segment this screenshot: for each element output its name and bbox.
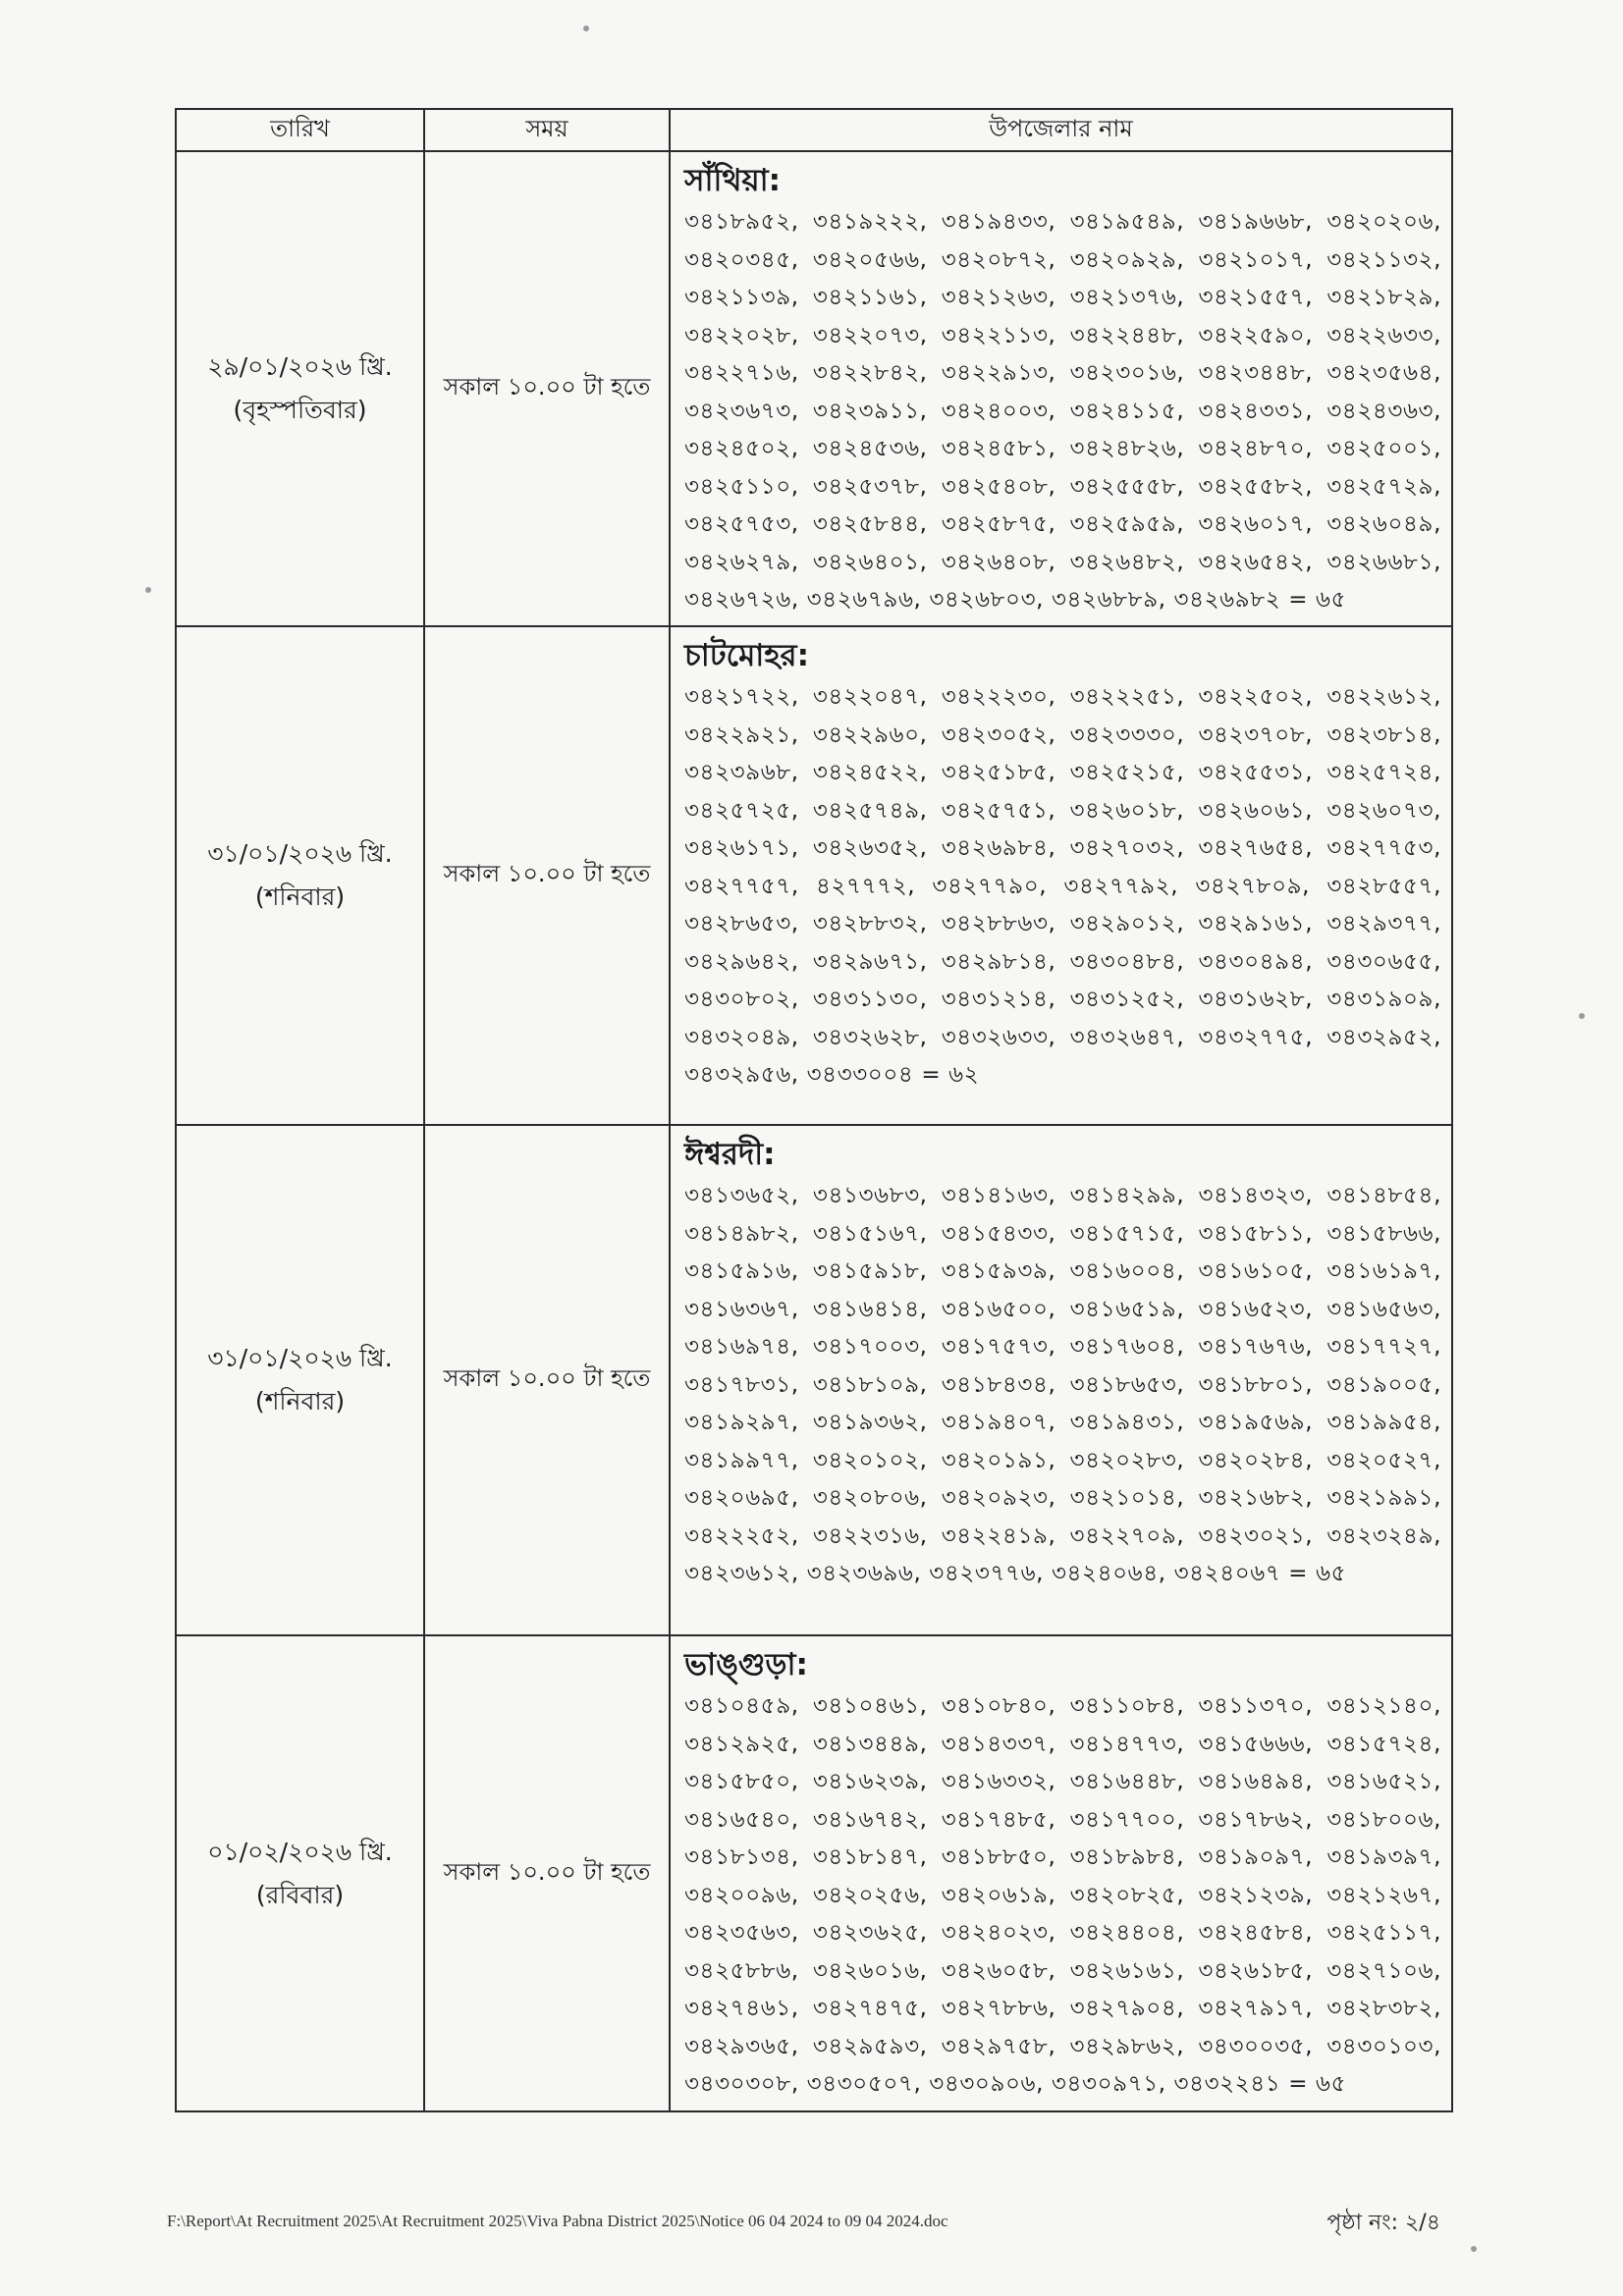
table-row: [176, 626, 1452, 1125]
date-cell: [176, 1635, 424, 2111]
upazila-cell: [670, 626, 1452, 1125]
upazila-cell: [670, 1635, 1452, 2111]
scan-speck: [583, 26, 589, 31]
time-cell: সকাল ১০.০০ টা হতে: [424, 1125, 670, 1635]
time-cell: সকাল ১০.০০ টা হতে: [424, 626, 670, 1125]
upazila-name: ঈশ্বরদী:: [684, 1137, 776, 1172]
time-cell: সকাল ১০.০০ টা হতে: [424, 151, 670, 626]
header-upazila: উপজেলার নাম: [670, 109, 1452, 151]
date-text: ০১/০২/২০২৬ খ্রি.: [207, 1837, 393, 1866]
header-date: তারিখ: [176, 109, 424, 151]
footer-file-path: F:\Report\At Recruitment 2025\At Recruitment 2025\Viva Pabna District 2025\Notice 06 04 2024 to 09 04 2024.doc: [167, 2212, 948, 2230]
upazila-name: সাঁথিয়া:: [684, 163, 782, 198]
roll-list: ৩৪২১৭২২, ৩৪২২০৪৭, ৩৪২২২৩০, ৩৪২২২৫১, ৩৪২২৫০২, ৩৪২২৬১২, ৩৪২২৯২১, ৩৪২২৯৬০, ৩৪২৩০৫২, ৩৪২৩৩৩০, ৩৪২৩৭০৮, ৩৪২৩৮১৪, ৩৪২৩৯৬৮, ৩৪২৪৫২২, ৩৪২৫১৮৫, ৩৪২৫২১৫, ৩৪২৫৫৩১, ৩৪২৫৭২৪, ৩৪২৫৭২৫, ৩৪২৫৭৪৯, ৩৪২৫৭৫১, ৩৪২৬০১৮, ৩৪২৬০৬১, ৩৪২৬০৭৩, ৩৪২৬১৭১, ৩৪২৬৩৫২, ৩৪২৬৯৮৪, ৩৪২৭০৩২, ৩৪২৭৬৫৪, ৩৪২৭৭৫৩, ৩৪২৭৭৫৭, ৪২৭৭৭২, ৩৪২৭৭৯০, ৩৪২৭৭৯২, ৩৪২৭৮০৯, ৩৪২৮৫৫৭, ৩৪২৮৬৫৩, ৩৪২৮৮৩২, ৩৪২৮৮৬৩, ৩৪২৯০১২, ৩৪২৯১৬১, ৩৪২৯৩৭৭, ৩৪২৯৬৪২, ৩৪২৯৬৭১, ৩৪২৯৮১৪, ৩৪৩০৪৮৪, ৩৪৩০৪৯৪, ৩৪৩০৬৫৫, ৩৪৩০৮০২, ৩৪৩১১৩০, ৩৪৩১২১৪, ৩৪৩১২৫২, ৩৪৩১৬২৮, ৩৪৩১৯০৯, ৩৪৩২০৪৯, ৩৪৩২৬২৮, ৩৪৩২৬৩৩, ৩৪৩২৬৪৭, ৩৪৩২৭৭৫, ৩৪৩২৯৫২, ৩৪৩২৯৫৬, ৩৪৩৩০০৪ = ৬২: [684, 684, 1441, 1088]
table-row: [176, 1125, 1452, 1635]
date-text: ২৯/০১/২০২৬ খ্রি.: [207, 352, 393, 381]
table-header-row: [176, 109, 1452, 151]
table-row: [176, 151, 1452, 626]
page-number: [1326, 2206, 1440, 2242]
roll-list: ৩৪১৩৬৫২, ৩৪১৩৬৮৩, ৩৪১৪১৬৩, ৩৪১৪২৯৯, ৩৪১৪৩২৩, ৩৪১৪৮৫৪, ৩৪১৪৯৮২, ৩৪১৫১৬৭, ৩৪১৫৪৩৩, ৩৪১৫৭১৫, ৩৪১৫৮১১, ৩৪১৫৮৬৬, ৩৪১৫৯১৬, ৩৪১৫৯১৮, ৩৪১৫৯৩৯, ৩৪১৬০০৪, ৩৪১৬১০৫, ৩৪১৬১৯৭, ৩৪১৬৩৬৭, ৩৪১৬৪১৪, ৩৪১৬৫০০, ৩৪১৬৫১৯, ৩৪১৬৫২৩, ৩৪১৬৫৬৩, ৩৪১৬৯৭৪, ৩৪১৭০০৩, ৩৪১৭৫৭৩, ৩৪১৭৬০৪, ৩৪১৭৬৭৬, ৩৪১৭৭২৭, ৩৪১৭৮৩১, ৩৪১৮১০৯, ৩৪১৮৪৩৪, ৩৪১৮৬৫৩, ৩৪১৮৮০১, ৩৪১৯০০৫, ৩৪১৯২৯৭, ৩৪১৯৩৬২, ৩৪১৯৪০৭, ৩৪১৯৪৩১, ৩৪১৯৫৬৯, ৩৪১৯৯৫৪, ৩৪১৯৯৭৭, ৩৪২০১০২, ৩৪২০১৯১, ৩৪২০২৮৩, ৩৪২০২৮৪, ৩৪২০৫২৭, ৩৪২০৬৯৫, ৩৪২০৮০৬, ৩৪২০৯২৩, ৩৪২১০১৪, ৩৪২১৬৮২, ৩৪২১৯৯১, ৩৪২২২৫২, ৩৪২২৩১৬, ৩৪২২৪১৯, ৩৪২২৭০৯, ৩৪২৩০২১, ৩৪২৩২৪৯, ৩৪২৩৬১২, ৩৪২৩৬৯৬, ৩৪২৩৭৭৬, ৩৪২৪০৬৪, ৩৪২৪০৬৭ = ৬৫: [684, 1183, 1441, 1586]
date-text: ৩১/০১/২০২৬ খ্রি.: [207, 1344, 393, 1372]
roll-list: ৩৪১০৪৫৯, ৩৪১০৪৬১, ৩৪১০৮৪০, ৩৪১১০৮৪, ৩৪১১৩৭০, ৩৪১২১৪০, ৩৪১২৯২৫, ৩৪১৩৪৪৯, ৩৪১৪৩৩৭, ৩৪১৪৭৭৩, ৩৪১৫৬৬৬, ৩৪১৫৭২৪, ৩৪১৫৮৫০, ৩৪১৬২৩৯, ৩৪১৬৩৩২, ৩৪১৬৪৪৮, ৩৪১৬৪৯৪, ৩৪১৬৫২১, ৩৪১৬৫৪০, ৩৪১৬৭৪২, ৩৪১৭৪৮৫, ৩৪১৭৭০০, ৩৪১৭৮৬২, ৩৪১৮০০৬, ৩৪১৮১৩৪, ৩৪১৮১৪৭, ৩৪১৮৮৫০, ৩৪১৮৯৮৪, ৩৪১৯০৯৭, ৩৪১৯৩৯৭, ৩৪২০০৯৬, ৩৪২০২৫৬, ৩৪২০৬১৯, ৩৪২০৮২৫, ৩৪২১২৩৯, ৩৪২১২৬৭, ৩৪২৩৫৬৩, ৩৪২৩৬২৫, ৩৪২৪০২৩, ৩৪২৪৪০৪, ৩৪২৪৫৮৪, ৩৪২৫১১৭, ৩৪২৫৮৮৬, ৩৪২৬০১৬, ৩৪২৬০৫৮, ৩৪২৬১৬১, ৩৪২৬১৮৫, ৩৪২৭১০৬, ৩৪২৭৪৬১, ৩৪২৭৪৭৫, ৩৪২৭৮৮৬, ৩৪২৭৯০৪, ৩৪২৭৯১৭, ৩৪২৮৩৮২, ৩৪২৯৩৬৫, ৩৪২৯৫৯৩, ৩৪২৯৭৫৮, ৩৪২৯৮৬২, ৩৪৩০০৩৫, ৩৪৩০১০৩, ৩৪৩০৩০৮, ৩৪৩০৫০৭, ৩৪৩০৯০৬, ৩৪৩০৯৭১, ৩৪৩২২৪১ = ৬৫: [684, 1693, 1441, 2097]
header-time: সময়: [424, 109, 670, 151]
table-row: [176, 1635, 1452, 2111]
upazila-name: ভাঙ্গুড়া:: [684, 1647, 808, 1682]
date-text: ৩১/০১/২০২৬ খ্রি.: [207, 839, 393, 868]
date-cell: [176, 626, 424, 1125]
day-text: (শনিবার): [254, 1387, 346, 1415]
day-text: (রবিবার): [255, 1880, 345, 1909]
day-text: (বৃহস্পতিবার): [233, 396, 367, 424]
day-text: (শনিবার): [254, 882, 346, 911]
schedule-table: [175, 108, 1453, 2112]
page-number-value: ২/৪: [1405, 2211, 1440, 2235]
date-cell: [176, 1125, 424, 1635]
upazila-cell: [670, 1125, 1452, 1635]
scan-speck: [1471, 2246, 1477, 2252]
time-cell: সকাল ১০.০০ টা হতে: [424, 1635, 670, 2111]
upazila-name: চাটমোহর:: [684, 638, 810, 673]
roll-list: ৩৪১৮৯৫২, ৩৪১৯২২২, ৩৪১৯৪৩৩, ৩৪১৯৫৪৯, ৩৪১৯৬৬৮, ৩৪২০২০৬, ৩৪২০৩৪৫, ৩৪২০৫৬৬, ৩৪২০৮৭২, ৩৪২০৯২৯, ৩৪২১০১৭, ৩৪২১১৩২, ৩৪২১১৩৯, ৩৪২১১৬১, ৩৪২১২৬৩, ৩৪২১৩৭৬, ৩৪২১৫৫৭, ৩৪২১৮২৯, ৩৪২২০২৮, ৩৪২২০৭৩, ৩৪২২১১৩, ৩৪২২৪৪৮, ৩৪২২৫৯০, ৩৪২২৬৩৩, ৩৪২২৭১৬, ৩৪২২৮৪২, ৩৪২২৯১৩, ৩৪২৩০১৬, ৩৪২৩৪৪৮, ৩৪২৩৫৬৪, ৩৪২৩৬৭৩, ৩৪২৩৯১১, ৩৪২৪০০৩, ৩৪২৪১১৫, ৩৪২৪৩৩১, ৩৪২৪৩৬৩, ৩৪২৪৫০২, ৩৪২৪৫৩৬, ৩৪২৪৫৮১, ৩৪২৪৮২৬, ৩৪২৪৮৭০, ৩৪২৫০০১, ৩৪২৫১১০, ৩৪২৫৩৭৮, ৩৪২৫৪০৮, ৩৪২৫৫৫৮, ৩৪২৫৫৮২, ৩৪২৫৭২৯, ৩৪২৫৭৫৩, ৩৪২৫৮৪৪, ৩৪২৫৮৭৫, ৩৪২৫৯৫৯, ৩৪২৬০১৭, ৩৪২৬০৪৯, ৩৪২৬২৭৯, ৩৪২৬৪০১, ৩৪২৬৪০৮, ৩৪২৬৪৮২, ৩৪২৬৫৪২, ৩৪২৬৬৮১, ৩৪২৬৭২৬, ৩৪২৬৭৯৬, ৩৪২৬৮০৩, ৩৪২৬৮৮৯, ৩৪২৬৯৮২ = ৬৫: [684, 209, 1441, 613]
scan-speck: [1579, 1013, 1585, 1019]
date-cell: [176, 151, 424, 626]
page-number-label: পৃষ্ঠা নং:: [1326, 2211, 1398, 2235]
scan-speck: [145, 587, 151, 593]
upazila-cell: [670, 151, 1452, 626]
